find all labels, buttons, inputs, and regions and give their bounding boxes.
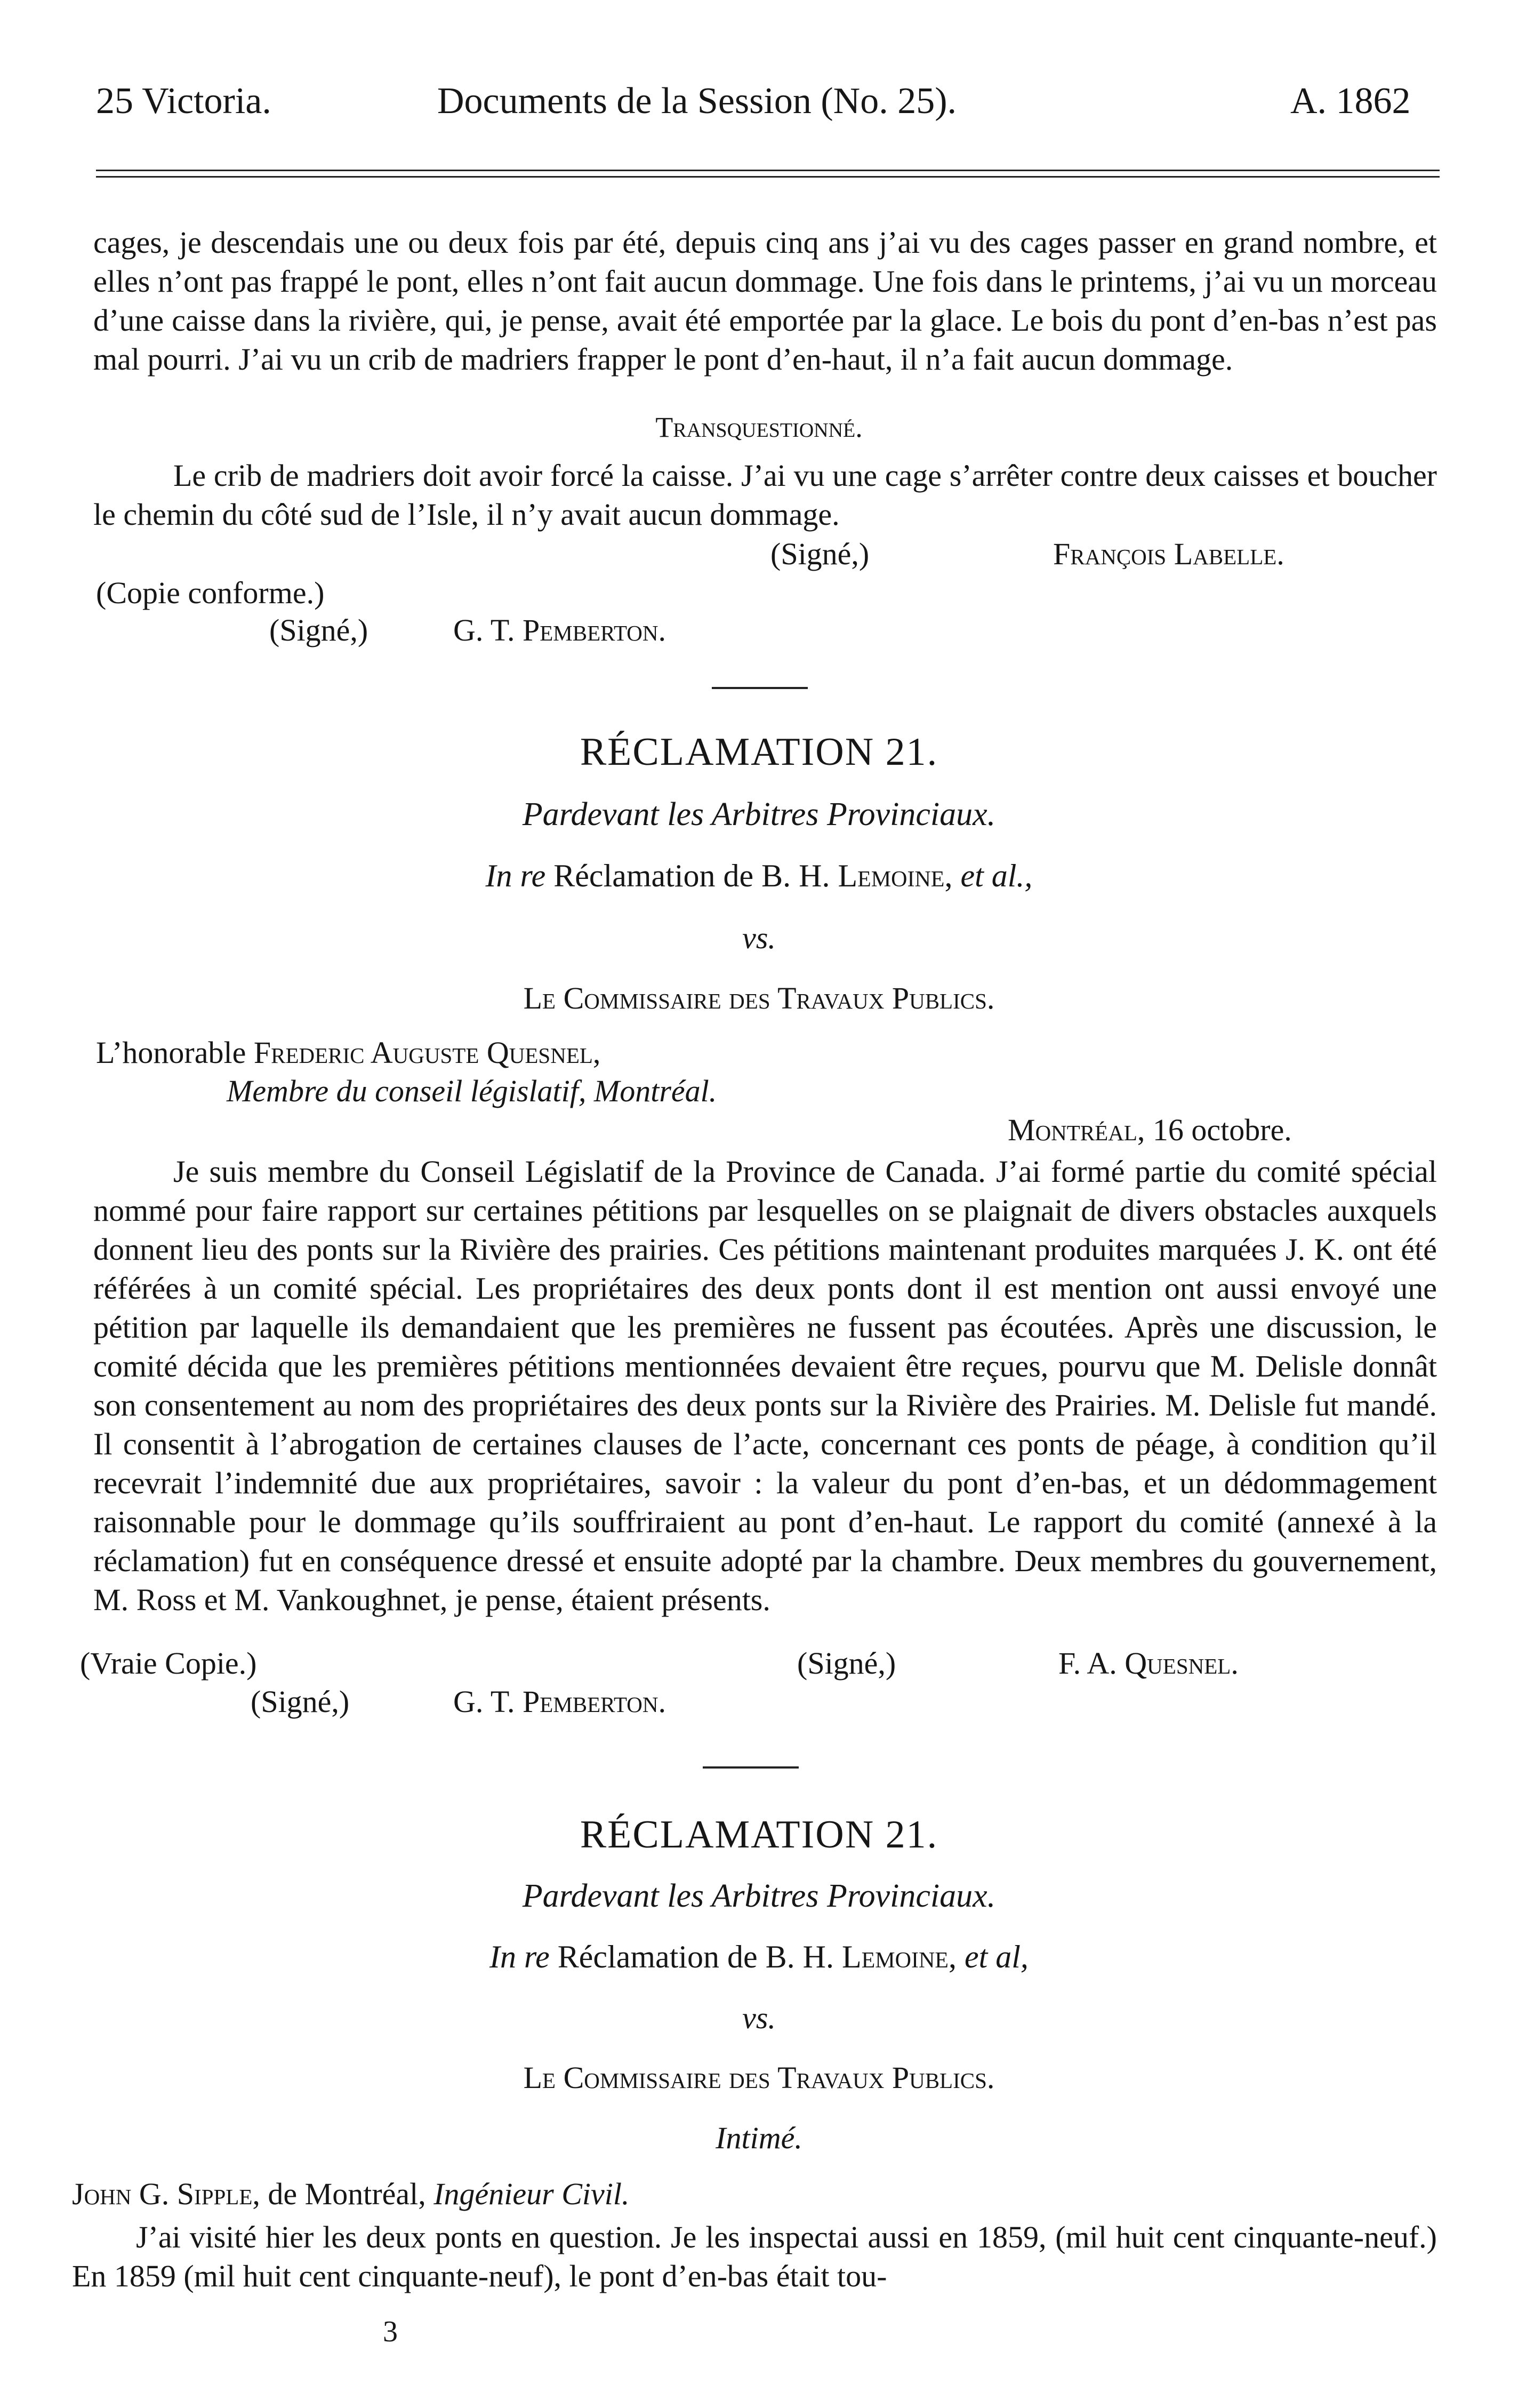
witness-location: de Montréal, — [268, 2177, 426, 2211]
header-title: Documents de la Session (No. 25). — [437, 81, 957, 122]
certifier-name: G. T. Pemberton. — [453, 613, 666, 647]
section-subtitle: Pardevant les Arbitres Provinciaux. — [522, 796, 996, 833]
signature-mark: 3 — [383, 2315, 398, 2348]
case-caption — [0, 858, 1518, 894]
in-re-label: In re — [485, 858, 546, 893]
header-year: A. 1862 — [1290, 81, 1411, 122]
respondent-role: Intimé. — [716, 2121, 802, 2155]
respondent-name: Le Commissaire des Travaux Publics. — [523, 2060, 995, 2095]
header-volume: 25 Victoria. — [96, 81, 271, 122]
claimant-name: Lemoine, — [838, 858, 953, 893]
signer-name: François Labelle. — [1053, 537, 1284, 571]
witness-line — [96, 1035, 600, 1070]
et-al: et al., — [960, 858, 1033, 893]
testimony-paragraph: cages, je descendais une ou deux fois par été, depuis cinq ans j’ai vu des cages passer en grand nombre, et elles n’ont pas frappé le pont, elles n’ont fait aucun dommage. Une fois dans le printems, j’ai vu un morceau d’une caisse dans la rivière, qui, je pense, avait été emportée par la glace. Le bois du pont d’en-bas n’est pas mal pourri. J’ai vu un crib de madriers frapper le pont d’en-haut, il n’a fait aucun dommage. — [93, 225, 1437, 377]
date-place: Montréal, — [1008, 1113, 1145, 1147]
copy-certification: (Copie conforme.) — [96, 575, 325, 610]
honorable-prefix: L’honorable — [96, 1035, 246, 1070]
claimant-name: Lemoine, — [841, 1939, 957, 1974]
signature-label: (Signé,) — [251, 1684, 350, 1719]
et-al: et al, — [964, 1939, 1029, 1974]
cross-examination-paragraph: Le crib de madriers doit avoir forcé la caisse. J’ai vu une cage s’arrêter contre deux caisses et boucher le chemin du côté sud de l’Isle, il n’y avait aucun dommage. — [93, 458, 1437, 532]
deposition-body — [93, 1152, 1437, 1619]
witness-title: Membre du conseil législatif, Montréal. — [227, 1074, 717, 1108]
section-title: RÉCLAMATION 21. — [580, 1813, 938, 1857]
section-subtitle: Pardevant les Arbitres Provinciaux. — [522, 1878, 996, 1914]
signature-label: (Signé,) — [269, 613, 368, 647]
date-value: 16 octobre. — [1152, 1113, 1292, 1147]
deposition-date — [1008, 1112, 1292, 1148]
witness-line — [72, 2176, 630, 2212]
versus-label: vs. — [742, 921, 776, 955]
witness-name: John G. Sipple, — [72, 2177, 260, 2211]
cross-examination — [93, 456, 1437, 534]
deposition-paragraph: J’ai visité hier les deux ponts en question. Je les inspectai aussi en 1859, (mil huit cent cinquante-neuf.) En 1859 (mil huit cent cinquante-neuf), le pont d’en-bas était tou- — [72, 2220, 1437, 2293]
deposition-body — [72, 2218, 1437, 2295]
respondent-name: Le Commissaire des Travaux Publics. — [523, 981, 995, 1015]
signature-label: (Signé,) — [797, 1646, 896, 1681]
versus-label: vs. — [742, 2001, 776, 2035]
deposition-paragraph: Je suis membre du Conseil Législatif de la Province de Canada. J’ai formé partie du comité spécial nommé pour faire rapport sur certaines pétitions par lesquelles on se plaignait de divers obstacles auxquels donnent lieu des ponts sur la Rivière des prairies. Ces pétitions maintenant produites marquées J. K. ont été référées à un comité spécial. Les propriétaires des deux ponts dont il est mention ont aussi envoyé une pétition par laquelle ils demandaient que les premières ne fussent pas écoutées. Après une discussion, le comité décida que les premières pétitions mentionnées devaient être reçues, pourvu que M. Delisle donnât son consentement au nom des propriétaires des deux ponts sur la Rivière des Prairies. M. Delisle fut mandé. Il consentit à l’abrogation de certaines clauses de l’acte, concernant ces ponts de péage, à condition qu’il recevrait l’indemnité due aux propriétaires, savoir : la valeur du pont d’en-bas, et un dédommagement raisonnable pour le dommage qu’ils souffriraient au pont d’en-haut. Le rapport du comité (annexé à la réclamation) fut en conséquence dressé et ensuite adopté par la chambre. Deux membres du gouvernement, M. Ross et M. Vankoughnet, je pense, étaient présents. — [93, 1154, 1437, 1617]
in-re-label: In re — [489, 1939, 550, 1974]
section-divider — [703, 1766, 799, 1769]
case-caption — [0, 1939, 1518, 1975]
witness-profession: Ingénieur Civil. — [433, 2177, 630, 2211]
certifier-name: G. T. Pemberton. — [453, 1684, 666, 1719]
section-divider — [712, 687, 808, 689]
signer-name: F. A. Quesnel. — [1058, 1646, 1239, 1681]
signature-label: (Signé,) — [770, 537, 870, 571]
header-rule-bottom — [96, 176, 1440, 178]
true-copy-label: (Vraie Copie.) — [80, 1646, 257, 1681]
header-rule-top — [96, 170, 1440, 171]
section-title: RÉCLAMATION 21. — [580, 730, 938, 774]
claim-text: Réclamation de B. H. — [557, 1939, 834, 1974]
witness-name: Frederic Auguste Quesnel, — [253, 1035, 601, 1070]
claim-text: Réclamation de B. H. — [553, 858, 830, 893]
testimony-continuation — [93, 223, 1437, 379]
transquestionne-heading: Transquestionné. — [655, 411, 863, 443]
